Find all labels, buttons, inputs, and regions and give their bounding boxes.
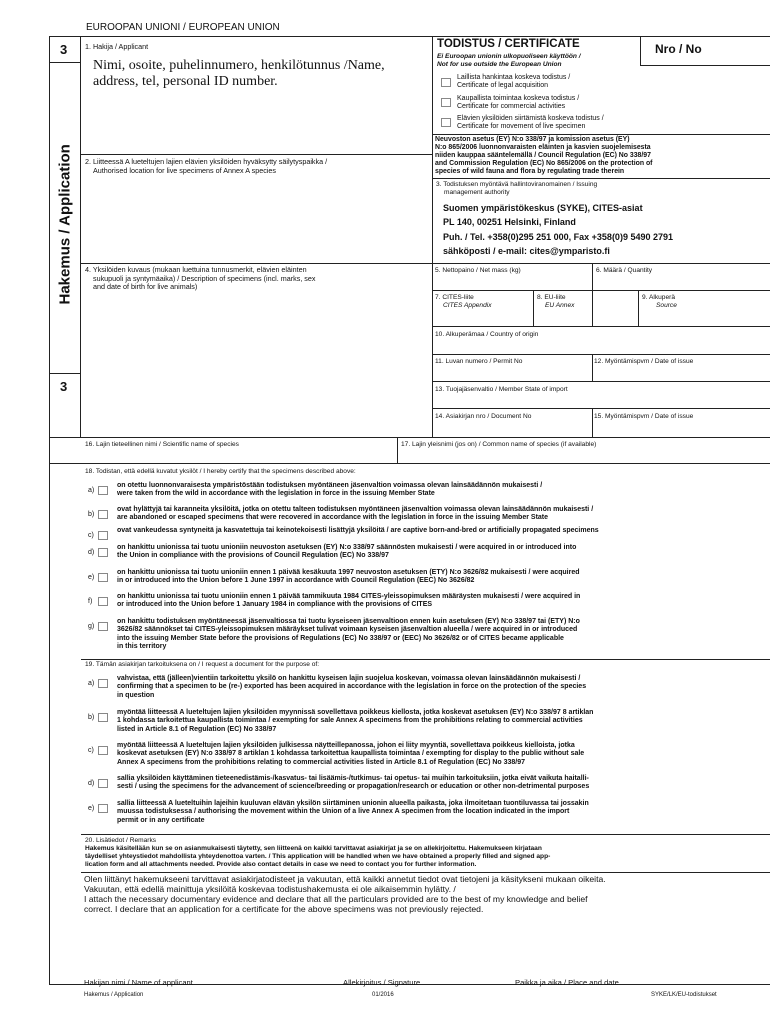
place-date-label: Paikka ja aika / Place and date: [515, 978, 619, 987]
field-permit-date[interactable]: 12. Myöntämispvm / Date of issue: [594, 358, 694, 365]
field-net-mass[interactable]: 5. Nettopaino / Net mass (kg): [435, 267, 521, 274]
box19-option-text: sallia yksilöiden käyttäminen tieteenedistämis-/kasvatus- tai lisäämis-/tutkimus- tai opetus- tai muihin tarkoituksiin, jotka eivät vaikuta haitalli- sesti / using the specimens for the advancement of science/breeding or propagation/research or education or other non-detrimental purposes: [117, 775, 590, 791]
field-source[interactable]: 9. Alkuperä Source: [642, 294, 677, 309]
option-legal-acquisition: Laillista hankintaa koskeva todistus / Certificate of legal acquisition: [457, 74, 571, 90]
checkbox-legal-acquisition[interactable]: [441, 78, 451, 87]
field-document-no[interactable]: 14. Asiakirjan nro / Document No: [435, 413, 532, 420]
box19-option-letter: d): [88, 780, 95, 787]
box18-option-letter: b): [88, 511, 95, 518]
declaration-text: Olen liittänyt hakemukseeni tarvittavat asiakirjatodisteet ja vakuutan, että kaikki annetut tiedot ovat tietojeni ja käsitykseni mukaan oikeita. Vakuutan, että edellä mainittuja yksilöitä koskevaa todistushakemusta ei ole aikaisemmin hylätty. / I attach the necessary documentary evidence and declare that all the particulars provided are to the best of my knowledge and belief correct. I declare that an application for a certificate for the above specimens was not previously rejected.: [84, 874, 606, 914]
box18-option-text: on hankittu unionissa tai tuotu unioniin ennen 1 päivää kesäkuuta 1997 neuvoston asetuksen (ETY) N:o 3626/82 mukaisesti / were acquired in or introduced into the Union before 1 June 1997 in accordance with Council Regulation (EEC) No 3626/82: [117, 569, 580, 585]
box19-option-text: sallia liitteessä A lueteltuihin lajeihin kuuluvan elävän yksilön siirtäminen unionin alueella paikasta, joka ilmoitetaan tuontiluvassa tai jossakin muussa todistuksessa / authorising the movement within the Union of a live Annex A specimen from the location indicated in the import permit or in any certificate: [117, 800, 589, 824]
box4-label: 4. Yksilöiden kuvaus (mukaan luettuina tunnusmerkit, elävien eläinten sukupuoli ja syntymäaika) / Description of specimens (incl. marks, sex and date of birth for live animals): [85, 265, 316, 292]
box18-option-letter: f): [88, 598, 93, 605]
box18-option-letter: e): [88, 574, 95, 581]
box19-option-checkbox[interactable]: [98, 746, 108, 755]
box19-option-checkbox[interactable]: [98, 679, 108, 688]
applicant-name-label: Hakijan nimi / Name of applicant: [84, 978, 193, 987]
signature-label: Allekirjoitus / Signature: [343, 978, 421, 987]
box20-title: 20. Lisätiedot / Remarks: [85, 837, 157, 844]
box18-option-text: on otettu luonnonvaraisesta ympäristöstään todistuksen myöntäneen jäsenvaltion voimassa olevan lainsäädännön mukaisesti / were taken from the wild in accordance with the legislation in force in the issuing Member State: [117, 482, 543, 498]
box18-option-letter: g): [88, 623, 95, 630]
field-member-state-import[interactable]: 13. Tuojajäsenvaltio / Member State of import: [435, 386, 568, 393]
certificate-subtitle: Ei Euroopan unionin ulkopuoliseen käyttöön / Not for use outside the European Union: [437, 53, 581, 68]
box2-label: 2. Liitteessä A lueteltujen lajien elävien yksilöiden hyväksytty säilytyspaikka / Authorised location for live specimens of Annex A species: [85, 157, 328, 175]
field-quantity[interactable]: 6. Määrä / Quantity: [596, 267, 653, 274]
box18-option-checkbox[interactable]: [98, 622, 108, 631]
box18-option-text: on hankittu unionissa tai tuotu unioniin neuvoston asetuksen (EY) N:o 338/97 säännösten mukaisesti / were acquired in or introduced into the Union in compliance with the provisions of Council Regulation (EC) No 338/97: [117, 544, 577, 560]
copy-number-top: 3: [60, 42, 68, 57]
box1-label: 1. Hakija / Applicant: [85, 42, 149, 51]
box19-option-text: myöntää liitteessä A lueteltujen lajien yksilöiden myynnissä sovellettava poikkeus kiellosta, jotka koskevat asetuksen (EY) N:o 338/97 8 artiklan 1 kohdassa tarkoitettua kaupallista toimintaa / exempting for sale Annex A specimens from the prohibitions relating to commercial activities listed in Article 8.1 of Regulation (EC) No 338/97: [117, 709, 594, 733]
box19-option-checkbox[interactable]: [98, 713, 108, 722]
box18-option-text: ovat hylättyjä tai karanneita yksilöitä, jotka on otettu talteen todistuksen myöntäneen jäsenvaltion voimassa olevan lainsäädännön mukaisesti / are abandoned or escaped specimens that were recovered in accordance with the legislation in force in the issuing Member State: [117, 506, 594, 522]
box19-title: 19. Tämän asiakirjan tarkoituksena on / I request a document for the purpose of:: [85, 661, 320, 668]
field-cites-appendix[interactable]: 7. CITES-liite CITES Appendix: [435, 294, 492, 309]
certificate-title: TODISTUS / CERTIFICATE: [437, 38, 580, 50]
box18-option-letter: d): [88, 549, 95, 556]
box18-option-letter: a): [88, 487, 95, 494]
box19-option-letter: a): [88, 680, 95, 687]
box19-option-checkbox[interactable]: [98, 804, 108, 813]
box19-option-text: vahvistaa, että (jälleen)vientiin tarkoitettu yksilö on hankittu kyseisen lajin suojelua koskevan, voimassa olevan lainsäädännön mukaisesti / confirming that a specimen to be (re-) exported has been acquired in accordance with the legislation in force on the protection of the species in question: [117, 675, 587, 699]
footer-right: SYKE/LK/EU-todistukset: [651, 992, 717, 998]
box18-option-checkbox[interactable]: [98, 510, 108, 519]
box19-option-checkbox[interactable]: [98, 779, 108, 788]
box19-option-letter: c): [88, 747, 94, 754]
field-permit-no[interactable]: 11. Luvan numero / Permit No: [435, 358, 523, 365]
footer-center: 01/2016: [372, 992, 394, 998]
box18-option-checkbox[interactable]: [98, 531, 108, 540]
box18-option-checkbox[interactable]: [98, 486, 108, 495]
option-movement: Elävien yksilöiden siirtämistä koskeva todistus / Certificate for movement of live specimen: [457, 115, 604, 131]
certificate-number-label: Nro / No: [655, 42, 702, 56]
applicant-field[interactable]: Nimi, osoite, puhelinnumero, henkilötunnus /Name, address, tel, personal ID number.: [93, 58, 385, 89]
vertical-title: Hakemus / Application: [56, 144, 74, 305]
box18-option-checkbox[interactable]: [98, 548, 108, 557]
remarks-text: Hakemus käsitellään kun se on asianmukaisesti täytetty, sen liitteenä on kaikki tarvittavat asiakirjat ja se on allekirjoitettu. Hakemukseen kirjataan täydelliset yhteystiedot mahdollista yhteydenottoa varten. / This application will be handled when we have obtained a properly filled and signed app- lication form and all attachments needed. Provide also contact details in case we need to contact you for further information.: [85, 845, 551, 868]
union-header: EUROOPAN UNIONI / EUROPEAN UNION: [86, 22, 280, 33]
box18-option-text: ovat vankeudessa syntyneitä ja kasvatettuja tai keinotekoisesti lisättyjä yksilöitä / are captive born-and-bred or artificially propagated specimens: [117, 527, 599, 534]
field-scientific-name[interactable]: 16. Lajin tieteellinen nimi / Scientific name of species: [85, 441, 239, 448]
copy-number-bottom: 3: [60, 379, 68, 394]
checkbox-commercial[interactable]: [441, 98, 451, 107]
option-commercial: Kaupallista toimintaa koskeva todistus / Certificate for commercial activities: [457, 95, 580, 111]
issuing-authority: Suomen ympäristökeskus (SYKE), CITES-asiat PL 140, 00251 Helsinki, Finland Puh. / Tel. +358(0)295 251 000, Fax +358(0)9 5490 2791 sähköposti / e-mail: cites@ymparisto.fi: [443, 203, 673, 257]
box18-option-checkbox[interactable]: [98, 573, 108, 582]
box3-label: 3. Todistuksen myöntävä hallintoviranomainen / Issuing management authority: [436, 181, 598, 196]
box19-option-letter: e): [88, 805, 95, 812]
box18-option-checkbox[interactable]: [98, 597, 108, 606]
box18-option-text: on hankittu todistuksen myöntäneessä jäsenvaltiossa tai tuotu kyseiseen jäsenvaltioon ennen kuin asetuksen (EY) N:o 338/97 tai (ETY) N:o 3626/82 säännökset tai CITES-yleissopimuksen määräykset tulivat voimaan kyseisen jäsenvaltion alueella / were acquired in or introduced into the issuing Member State before the provisions of Regulations (EC) No 338/97 or (EEC) No 3626/82 or of CITES became applicable in this territory: [117, 618, 580, 651]
regulation-text: Neuvoston asetus (EY) N:o 338/97 ja komission asetus (EY) N:o 865/2006 luonnonvaraisten eläinten ja kasvien suojelemisesta niiden kauppaa sääntelemällä / Council Regulation (EC) No 338/97 and Commission Regulation (EC) No 865/2006 on the protection of species of wild fauna and flora by regulating trade therein: [435, 136, 653, 176]
box18-option-text: on hankittu unionissa tai tuotu unioniin ennen 1 päivää tammikuuta 1984 CITES-yleissopimuksen määräysten mukaisesti / were acquired in or introduced into the Union before 1 January 1984 in compliance with the provisions of CITES: [117, 593, 581, 609]
field-common-name[interactable]: 17. Lajin yleisnimi (jos on) / Common name of species (if available): [401, 441, 597, 448]
box18-title: 18. Todistan, että edellä kuvatut yksilöt / I hereby certify that the specimens described above:: [85, 468, 356, 475]
field-document-date[interactable]: 15. Myöntämispvm / Date of issue: [594, 413, 694, 420]
box18-option-letter: c): [88, 532, 94, 539]
box19-option-text: myöntää liitteessä A lueteltujen lajien yksilöiden julkisessa näytteillepanossa, johon ei liity myyntiä, sovellettava poikkeus kielloista, jotka koskevat asetuksen (EY) N:o 338/97 8 artiklan 1 kohdassa tarkoitettua kaupallista toimintaa / exempting for display to the public without sale Annex A specimens from the prohibitions relating to commercial activities listed in Article 8.1 of Regulation (EC) No 338/97: [117, 742, 585, 766]
field-country-of-origin[interactable]: 10. Alkuperämaa / Country of origin: [435, 331, 539, 338]
field-eu-annex[interactable]: 8. EU-liite EU Annex: [537, 294, 575, 309]
box19-option-letter: b): [88, 714, 95, 721]
footer-left: Hakemus / Application: [84, 992, 144, 998]
checkbox-movement[interactable]: [441, 118, 451, 127]
